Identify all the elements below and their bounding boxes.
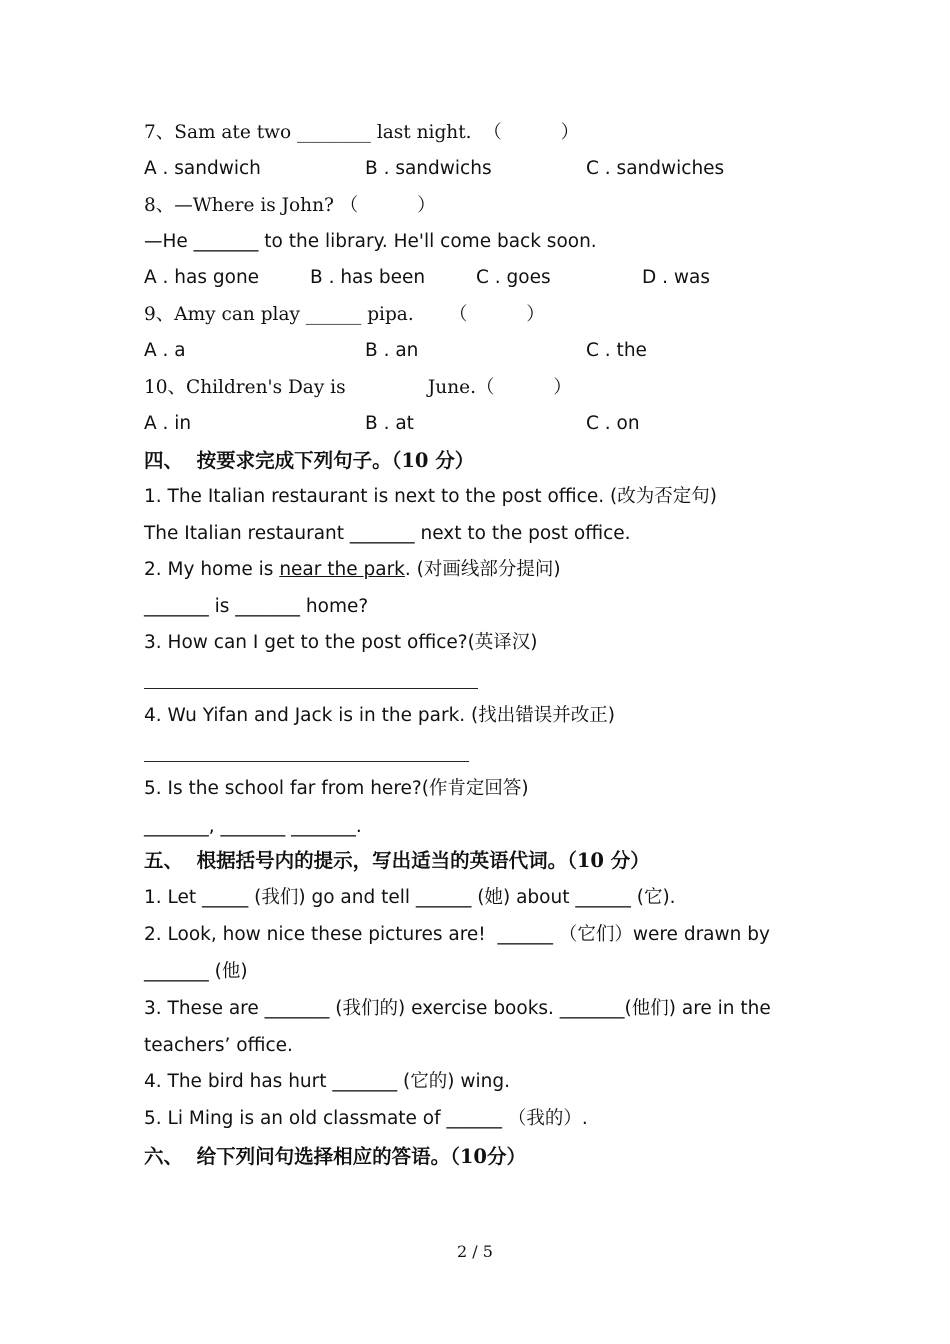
- s5-q1: 1. Let _____ (我们) go and tell ______ (她) about ______ (它).: [144, 887, 676, 908]
- q7-option-b: B . sandwichs: [365, 158, 492, 179]
- s4-q4: 4. Wu Yifan and Jack is in the park. (找出错误并改正): [144, 705, 615, 726]
- s4-q5: 5. Is the school far from here?(作肯定回答): [144, 778, 529, 799]
- q10-option-b: B . at: [365, 413, 414, 434]
- s4-q2-answer: _______ is _______ home?: [144, 596, 369, 617]
- s4-q5-answer: _______, _______ _______.: [144, 816, 362, 837]
- q7-stem: 7、Sam ate two ________ last night. （ ）: [144, 122, 580, 143]
- s5-q5: 5. Li Ming is an old classmate of ______ （我的）.: [144, 1108, 588, 1129]
- q8-option-d: D . was: [642, 267, 710, 288]
- s4-q1: 1. The Italian restaurant is next to the post office. (改为否定句): [144, 486, 717, 507]
- s4-q2-before: 2. My home is: [144, 559, 280, 580]
- s5-q2: 2. Look, how nice these pictures are! ______ （它们）were drawn by: [144, 924, 770, 945]
- q10-option-a: A . in: [144, 413, 192, 434]
- q7-option-a: A . sandwich: [144, 158, 261, 179]
- s4-q2: [144, 558, 561, 582]
- section4-heading: 四、 按要求完成下列句子。（10 分）: [144, 449, 475, 472]
- s4-q2-underlined: near the park: [279, 559, 405, 580]
- s4-q4-answer-line: [144, 761, 469, 762]
- q8-stem: 8、—Where is John? （ ）: [144, 195, 436, 216]
- q10-stem: 10、Children's Day is June.（ ）: [144, 377, 572, 398]
- s5-q3-cont: teachers’ office.: [144, 1035, 293, 1056]
- q8-option-c: C . goes: [476, 267, 551, 288]
- q9-option-c: C . the: [586, 340, 647, 361]
- s5-q2-cont: _______ (他): [144, 961, 248, 982]
- s5-q3: 3. These are _______ (我们的) exercise books. _______(他们) are in the: [144, 998, 771, 1019]
- page-number: 2 / 5: [457, 1242, 493, 1261]
- s4-q1-answer: The Italian restaurant _______ next to the post office.: [144, 523, 631, 544]
- q8-option-b: B . has been: [310, 267, 426, 288]
- q8-line2: —He _______ to the library. He'll come back soon.: [144, 231, 597, 252]
- s4-q3: 3. How can I get to the post office?(英译汉): [144, 632, 538, 653]
- s4-q2-after: . (对画线部分提问): [404, 559, 561, 580]
- q7-option-c: C . sandwiches: [586, 158, 725, 179]
- section6-heading: 六、 给下列问句选择相应的答语。（10分）: [144, 1145, 526, 1168]
- q9-stem: 9、Amy can play ______ pipa. （ ）: [144, 304, 545, 325]
- s5-q4: 4. The bird has hurt _______ (它的) wing.: [144, 1071, 510, 1092]
- section5-heading: 五、 根据括号内的提示，写出适当的英语代词。（10 分）: [144, 849, 650, 872]
- q9-option-b: B . an: [365, 340, 419, 361]
- s4-q3-answer-line: [144, 688, 478, 689]
- q8-option-a: A . has gone: [144, 267, 260, 288]
- q9-option-a: A . a: [144, 340, 186, 361]
- q10-option-c: C . on: [586, 413, 640, 434]
